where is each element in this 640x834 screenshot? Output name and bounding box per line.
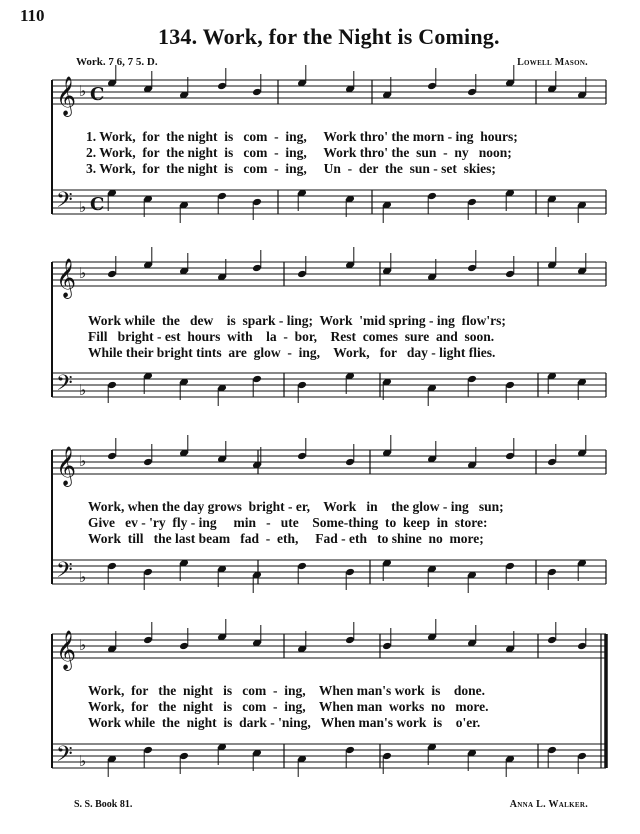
lyric-line: 2. Work, for the night is com - ing, Work thro' the sun - ny noon; — [86, 145, 512, 160]
flat-key-signature-icon: ♭ — [79, 82, 87, 100]
treble-clef-icon: 𝄞 — [56, 630, 77, 670]
flat-key-signature-icon: ♭ — [79, 752, 87, 770]
lyric-line: Work while the dew is spark - ling; Work 'mid spring - ing flow'rs; — [88, 313, 506, 328]
lyric-line: Work till the last beam fad - eth, Fad - eth to shine no more; — [88, 531, 484, 546]
lyric-line: 1. Work, for the night is com - ing, Work thro' the morn - ing hours; — [86, 129, 518, 144]
page-number: 110 — [20, 6, 45, 25]
flat-key-signature-icon: ♭ — [79, 198, 87, 216]
bass-clef-icon: 𝄢 — [56, 188, 73, 218]
treble-clef-icon: 𝄞 — [56, 446, 77, 486]
lyric-line: Work, for the night is com - ing, When man works no more. — [88, 699, 489, 714]
treble-clef-icon: 𝄞 — [56, 76, 77, 116]
lyric-line: Fill bright - est hours with la - bor, Rest comes sure and soon. — [88, 329, 495, 344]
flat-key-signature-icon: ♭ — [79, 381, 87, 399]
treble-clef-icon: 𝄞 — [56, 258, 77, 298]
tune-meter: Work. 7 6, 7 5. D. — [76, 56, 158, 68]
lyric-line: Work, when the day grows bright - er, Work in the glow - ing sun; — [88, 499, 504, 514]
lyric-line: Give ev - 'ry fly - ing min - ute Some-thing to keep in store: — [88, 515, 488, 530]
common-time-icon: C — [90, 84, 105, 105]
source-reference: S. S. Book 81. — [74, 799, 133, 810]
lyric-line: While their bright tints are glow - ing, Work, for day - light flies. — [88, 345, 496, 360]
lyric-line: Work while the night is dark - 'ning, When man's work is o'er. — [88, 715, 481, 730]
hymn-title: 134. Work, for the Night is Coming. — [158, 24, 500, 49]
common-time-icon: C — [90, 194, 105, 215]
lyric-line: Work, for the night is com - ing, When man's work is done. — [88, 683, 486, 698]
bass-clef-icon: 𝄢 — [56, 742, 73, 772]
bass-clef-icon: 𝄢 — [56, 558, 73, 588]
flat-key-signature-icon: ♭ — [79, 568, 87, 586]
flat-key-signature-icon: ♭ — [79, 452, 87, 470]
flat-key-signature-icon: ♭ — [79, 636, 87, 654]
composer-credit: Lowell Mason. — [517, 57, 588, 68]
bass-clef-icon: 𝄢 — [56, 371, 73, 401]
lyric-line: 3. Work, for the night is com - ing, Un - der the sun - set skies; — [86, 161, 496, 176]
author-credit: Anna L. Walker. — [509, 799, 588, 810]
flat-key-signature-icon: ♭ — [79, 264, 87, 282]
